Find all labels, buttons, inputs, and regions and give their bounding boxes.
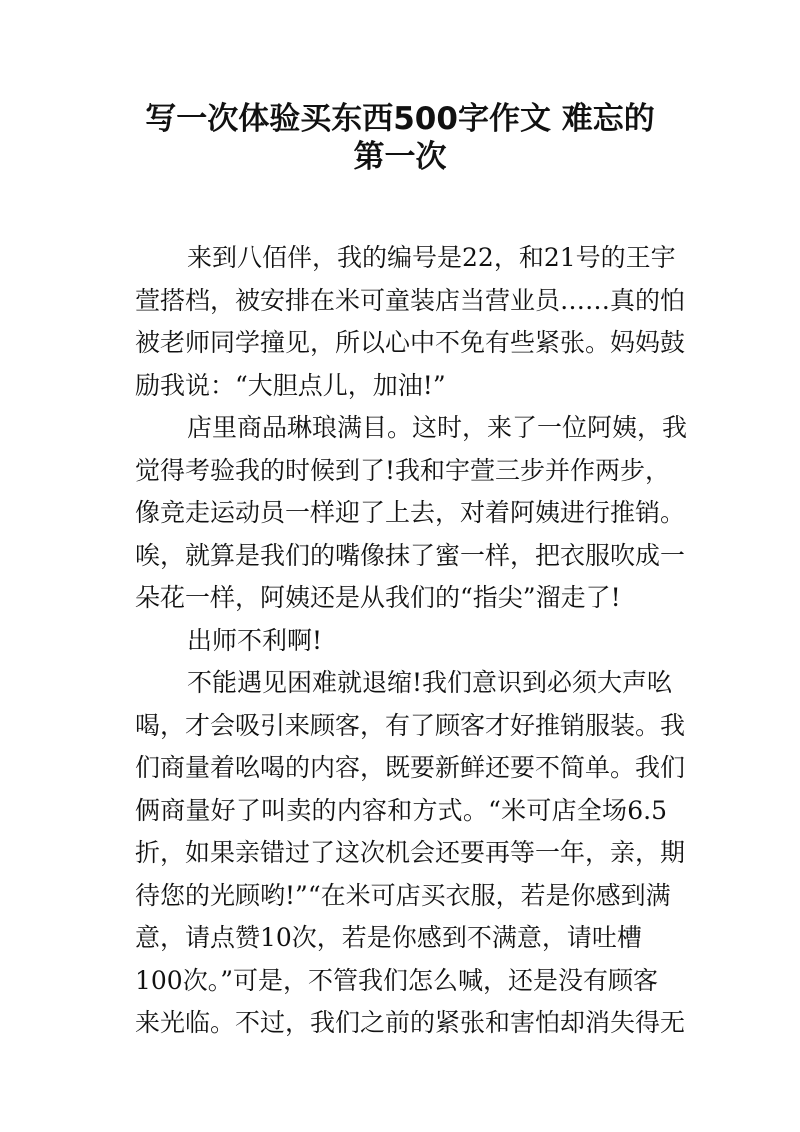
- text-line: 来光临。不过，我们之前的紧张和害怕却消失得无: [135, 1008, 686, 1037]
- text-line: 意，请点赞10次，若是你感到不满意，请吐槽: [135, 923, 642, 952]
- title-line-2: 第一次: [353, 139, 447, 175]
- text-line: 励我说：“大胆点儿，加油!”: [135, 370, 446, 400]
- text-line: 被老师同学撞见，所以心中不免有些紧张。妈妈鼓: [135, 328, 686, 357]
- text-line: 觉得考验我的时候到了!我和宇萱三步并作两步，: [135, 455, 671, 485]
- text-line: 待您的光顾哟!”“在米可店买衣服，若是你感到满: [135, 880, 671, 910]
- text-line: 100次。”可是，不管我们怎么喊，还是没有顾客: [135, 965, 658, 995]
- text-line: 不能遇见困难就退缩!我们意识到必须大声吆: [187, 668, 673, 697]
- title-line-1: 写一次体验买东西500字作文 难忘的: [145, 101, 655, 137]
- text-line: 朵花一样，阿姨还是从我们的“指尖”溜走了!: [135, 583, 621, 612]
- text-line: 像竞走运动员一样迎了上去，对着阿姨进行推销。: [135, 498, 686, 527]
- document-title: [100, 100, 700, 176]
- text-line: 喝，才会吸引来顾客，有了顾客才好推销服装。我: [135, 710, 686, 740]
- essay-body: [135, 237, 688, 1045]
- text-line: 唉，就算是我们的嘴像抹了蜜一样，把衣服吹成一: [135, 540, 686, 570]
- text-line: 折，如果亲错过了这次机会还要再等一年，亲，期: [135, 838, 686, 867]
- text-line: 出师不利啊!: [187, 625, 323, 655]
- text-line: 店里商品琳琅满目。这时，来了一位阿姨，我: [187, 413, 688, 442]
- text-line: 萱搭档，被安排在米可童装店当营业员……真的怕: [135, 285, 686, 315]
- text-line: 来到八佰伴，我的编号是22，和21号的王宇: [187, 243, 676, 272]
- text-line: 们商量着吆喝的内容，既要新鲜还要不简单。我们: [135, 753, 686, 782]
- text-line: 俩商量好了叫卖的内容和方式。“米可店全场6.5: [135, 795, 667, 825]
